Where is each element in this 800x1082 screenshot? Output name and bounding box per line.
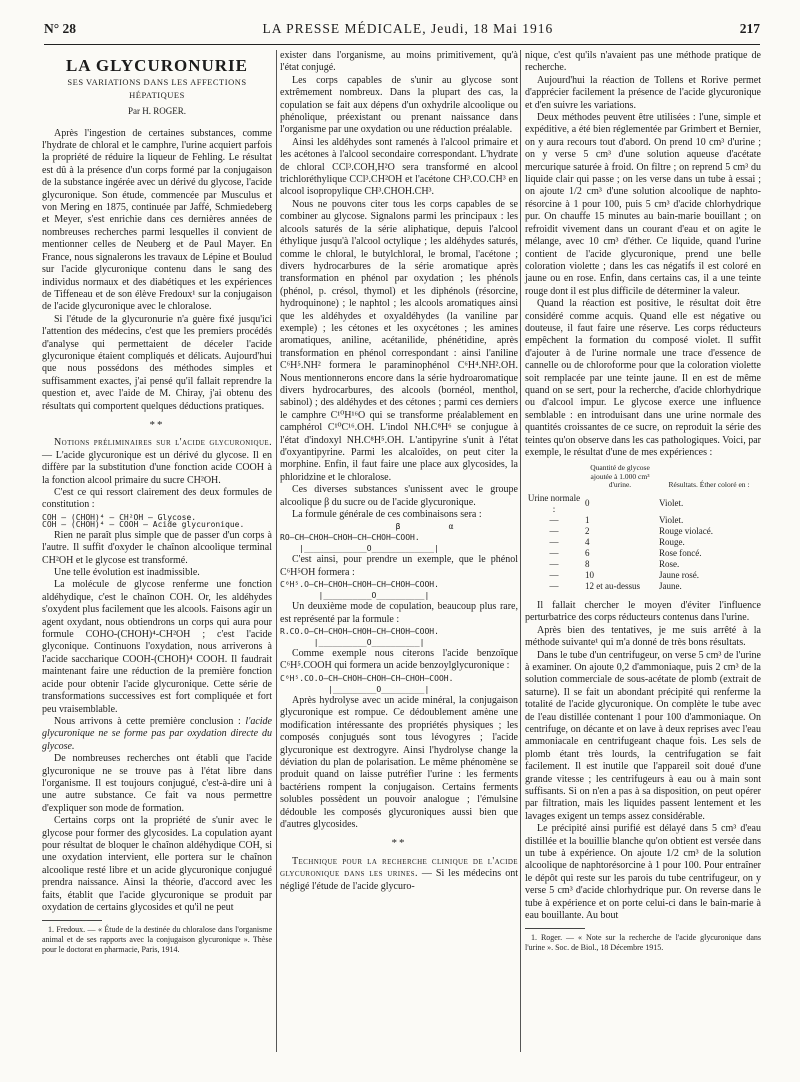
table-header-results: Résultats. Éther coloré en : xyxy=(668,480,750,490)
footnote: 1. Roger. — « Note sur la recherche de l'acide glycuronique dans l'urine ». Soc. de Biol., 18 Décembre 1915. xyxy=(525,933,761,953)
row-label: — xyxy=(549,558,559,569)
table-row xyxy=(525,570,761,581)
table-row xyxy=(525,548,761,559)
table-row xyxy=(525,526,761,537)
row-quantity: 6 xyxy=(585,547,590,558)
paragraph: nique, c'est qu'ils n'avaient pas une méthode pratique de recherche. xyxy=(525,50,761,74)
paragraph: Une telle évolution est inadmissible. xyxy=(54,567,200,579)
paragraph: Le précipité ainsi purifié est délayé dans 5 cm³ d'eau distillée et la bouillie blanche qu'on obtient est versée dans un tube à expérience. On ajoute 1/2 cm³ de la solution alcoolique de naphtorésorcine à 1 pour 100. Pour entraîner le dépôt qui reste sur les parois du tube centrifugeur, on y verse 5 cm³ d'acide chlorhydrique pur. On reverse dans le tube à expérience et on porte celui-ci dans le bain-marie à eau bouillante. Au bout xyxy=(525,823,761,922)
row-result: Jaune. xyxy=(659,580,682,591)
row-label: — xyxy=(549,547,559,558)
row-quantity: 1 xyxy=(585,514,590,525)
paragraph: Si l'étude de la glycuronurie n'a guère fixé jusqu'ici l'attention des médecins, c'est que les premiers procédés d'analyse qui permettaient de déceler l'acide glycuronique étaient compliqués et délicats. Aujourd'hui que nous possédons des méthodes simples et suffisamment exactes, j'ai pensé qu'il fallait reprendre la question et, avec l'aide de M. Chiray, j'ai obtenu des résultats qui comportent quelques déductions pratiques. xyxy=(42,313,272,412)
table-row xyxy=(525,493,761,515)
row-quantity: 8 xyxy=(585,558,590,569)
row-quantity: 4 xyxy=(585,536,590,547)
section-heading: Technique pour la recherche clinique de l'acide glycuronique dans les urines. xyxy=(280,855,518,880)
row-result: Violet. xyxy=(659,498,684,509)
table-row xyxy=(525,581,761,592)
paragraph: C'est ainsi, pour prendre un exemple, que le phénol C⁶H⁵OH formera : xyxy=(280,554,518,578)
row-label: Urine normale : xyxy=(527,492,581,514)
header-rule xyxy=(44,44,760,45)
paragraph: De nombreuses recherches ont établi que l'acide glycuronique ne se trouve pas à l'état libre dans l'organisme. Il est toujours conjugué, c'est-à-dire uni à une autre substance. Ce fait va nous permettre d'expliquer son mode de formation. xyxy=(42,753,272,814)
footnote: 1. Fredoux. — « Étude de la destinée du chloralose dans l'organisme animal et de ses rapports avec la conjugaison glycuronique ». Thèse pour le doctorat en pharmacie, Paris, 1914. xyxy=(42,925,272,955)
paragraph: Technique pour la recherche clinique de l'acide glycuronique dans les urines. — Si les médecins ont négligé l'étude de l'acide glycuro- xyxy=(280,855,518,892)
paragraph: Dans le tube d'un centrifugeur, on verse 5 cm³ de l'urine à examiner. On ajoute 0,2 d'ammoniaque, puis 2 cm³ de la solution commerciale de sous-acétate de plomb (extrait de saturne). Il se fait un abondant précipité qui renferme la totalité de l'acide glycuronique. On complète le tube avec de l'eau distillée contenant 1 pour 100 d'ammoniaque. On centrifuge, on décante et on lave à deux reprises avec l'eau ammoniacale en centrifugeant chaque fois. Les sels de plomb étant très lourds, la centrifugation se fait facilement. Il est inutile que l'appareil soit doué d'une grande vitesse ; les centrifugeurs à eau ou à main sont suffisants. Si on n'en a pas à sa disposition, on peut opérer par filtration, mais les liquides passent lentement et les lavages exigent un temps assez considérable. xyxy=(525,649,761,822)
row-label: — xyxy=(549,569,559,580)
page-header xyxy=(44,18,760,40)
row-result: Rouge violacé. xyxy=(659,525,713,536)
paragraph: C'est ce qui ressort clairement des deux formules de constitution : xyxy=(42,487,272,511)
section-separator: ** xyxy=(391,837,407,850)
column-divider xyxy=(276,50,277,1052)
article-title: LA GLYCURONURIE xyxy=(65,56,249,75)
row-result: Violet. xyxy=(659,514,684,525)
formula-acide: COH — (CHOH)⁴ — COOH — Acide glycuronique. xyxy=(42,519,245,529)
paragraph: exister dans l'organisme, au moins primitivement, qu'à l'état conjugé. xyxy=(280,50,518,74)
paragraph: Ces diverses substances s'unissent avec le groupe alcoolique β du sucre ou de l'acide glycuronique. xyxy=(280,484,518,508)
journal-title: LA PRESSE MÉDICALE, Jeudi, 18 Mai 1916 xyxy=(262,21,554,36)
paragraph: Notions préliminaires sur l'acide glycuronique. — L'acide glycuronique est un dérivé du glycose. Il en diffère par la substitution d'une fonction acide COOH à la fonction alcool primaire du sucre CH²OH. xyxy=(42,437,272,486)
formula-benzoyl: C⁶H⁵.CO.O—CH—CHOH—CHOH—CH—CHOH—COOH. |_________O_________| xyxy=(280,673,454,694)
formula-glycose: COH — (CHOH)⁴ — CH²OH — Glycose. xyxy=(42,512,197,522)
column-divider xyxy=(520,50,521,1052)
paragraph: Deux méthodes peuvent être utilisées : l'une, simple et expéditive, a été bien réglementée par Grimbert et Bernier, on y aura recours tout d'abord. On prend 10 cm³ d'urine ; on y verse 5 cm³ d'une solution aqueuse d'acétate mercurique saturée à froid. On filtre ; on reprend 5 cm³ du liquide clair qui passe ; on les verse dans un tube à essai ; on ajoute 1/2 cm³ d'une solution alcoolique de naphto-résorcine à 1 pour 100, puis 5 cm³ d'acide chlorhydrique pur. On chauffe 15 minutes au bain-marie bouillant ; on refroidit vivement dans un courant d'eau et on agite le mélange, avec 10 cm³ d'éther. Ce liquide, quand l'urine contient de l'acide glycuronique, prend une belle coloration violette ; dans les cas négatifs il est coloré en jaune ou en rose. Enfin, dans certains cas, il a une teinte rouge dont il est plus difficile de déterminer la valeur. xyxy=(525,112,761,297)
article-author: Par H. ROGER. xyxy=(128,106,186,117)
table-row xyxy=(525,559,761,570)
row-label: — xyxy=(549,514,559,525)
row-label: — xyxy=(549,525,559,536)
row-quantity: 12 et au-dessus xyxy=(585,580,640,591)
section-heading: Notions préliminaires sur l'acide glycuronique. xyxy=(54,437,272,449)
row-result: Jaune rosé. xyxy=(659,569,699,580)
paragraph: Après hydrolyse avec un acide minéral, la conjugaison glycuronique est rompue. Ce dédoublement amène une modification intéressante des propriétés physiques ; les composés conjugués sont tous lévogyres ; l'acide glycuronique est dextrogyre. Ainsi l'hydrolyse change la déviation du plan de polarisation. Le même phénomène se produit quand on laisse putréfier l'urine : les ferments bactériens rompent la conjugaison. Certains ferments solubles possèdent un pouvoir analogue ; l'émulsine dédouble les composés glycuroniques aussi bien que d'autres glycosides. xyxy=(280,694,518,830)
row-result: Rose. xyxy=(659,558,680,569)
section-separator: ** xyxy=(149,418,165,431)
row-label: — xyxy=(549,580,559,591)
footnote-rule xyxy=(42,920,102,921)
paragraph: La formule générale de ces combinaisons sera : xyxy=(292,509,482,521)
paragraph: Il fallait chercher le moyen d'éviter l'influence perturbatrice des corps réducteurs contenus dans l'urine. xyxy=(525,599,761,624)
column-3 xyxy=(525,50,761,953)
column-1 xyxy=(42,50,272,955)
row-quantity: 10 xyxy=(585,569,594,580)
conclusion-italic: l'acide glycuronique ne se forme pas par oxydation directe du glycose. xyxy=(42,715,272,752)
results-table xyxy=(525,463,761,592)
table-row xyxy=(525,515,761,526)
row-quantity: 2 xyxy=(585,525,590,536)
row-label: — xyxy=(549,536,559,547)
paragraph: Après l'ingestion de certaines substances, comme l'hydrate de chloral et le camphre, l'urine acquiert parfois la propriété de réduire la liqueur de Fehling. Le résultat est dû à la présence d'un corps formé par la conjugaison de la substance ingérée avec un dérivé du glycose, l'acide glycuronique. Son étude, commencée par Musculus et von Mering en 1875, continuée par Jaffé, Schmiedeberg et Meyer, s'est enrichie dans ces dernières années de nombreuses recherches parmi lesquelles il convient de mentionner celles de Neuberg et de Paul Mayer. En France, nous signalerons les travaux de Lépine et Boulud sur l'acide glycuronique contenu dans le sang des individus normaux et des diabétiques et les expériences de Tiffeneau et de son élève Fredoux¹ sur la conjugaison de l'acide glycuronique avec le chloralose. xyxy=(42,127,272,313)
table-row xyxy=(525,537,761,548)
footnote-rule xyxy=(525,928,585,929)
page-number: 217 xyxy=(739,21,760,36)
paragraph: Après bien des tentatives, je me suis arrêté à la méthode suivante¹ qui m'a donné de très bons résultats. xyxy=(525,624,761,649)
article-subtitle: SES VARIATIONS DANS LES AFFECTIONS HÉPATIQUES xyxy=(67,77,247,100)
paragraph: Quand la réaction est positive, le résultat doit être considéré comme acquis. Quand elle est négative ou douteuse, il faut faire une réserve. Les corps réducteurs empêchent la formation du composé violet. Il suffit d'ajouter à de l'urine normale une trace d'essence de cannelle ou de chloroforme pour que la coloration violette soit remplacée par une teinte jaune. Il en est de même quand on se sert, pour la recherche, d'acide chlorhydrique ou d'alcool impur. Le glycose exerce une influence semblable : en introduisant dans une urine normale des quantités croissantes de ce sucre, on reproduit la série des teintes qu'on observe dans les cas pathologiques. Voici, par exemple, le résultat d'une de mes expériences : xyxy=(525,298,761,458)
paragraph: Nous ne pouvons citer tous les corps capables de se combiner au glycose. Signalons parmi les principaux : les alcools saturés de la série aliphatique, depuis l'alcool éthylique jusqu'à l'alcool octylique ; les aldéhydes saturés, comme le chloral, le butylchloral, le bromal, l'acétone ; divers hydrocarbures de la série aromatique après transformation en phénol par oxydation ; les phénols (phénol, p. crésol, thymol) et les diphénols (résorcine, hydroquinone) ; le naphtol ; les alcools aromatiques ainsi que les aldéhydes et oxyaldéhydes (la vaniline par exemple) ; les cétones et les oxycétones ; les amines aromatiques, aniline, acétanilide, phénétidine, après transformation en phénol correspondant : ainsi l'aniline C⁶H⁵.NH² formera le paraminophénol C⁶H⁴.NH².OH. Nous mentionnerons encore dans la série hydroaromatique divers hydrocarbures, des alcools (bornéol, menthol, sabinol) ; des aldéhydes et des cétones ; parmi ces derniers le camphre C¹⁰H¹⁶O qui se transforme préalablement en camphérol C¹⁰C¹⁶.OH. L'indol NH.C⁸H⁶ se conjugue à l'état d'indoxyl NH.C⁸H⁵.OH. L'antipyrine s'unit à l'état d'oxyantipyrine. Parmi les alcaloïdes, on peut citer la morphine. Enfin, il faut faire une place aux glycosides, la phloridzine et le chloralose. xyxy=(280,198,518,483)
row-result: Rouge. xyxy=(659,536,685,547)
row-quantity: 0 xyxy=(585,498,590,509)
formula-general: β α RO—CH—CHOH—CHOH—CH—CHOH—COOH. |_____________O_____________| xyxy=(280,522,454,554)
paragraph: Rien ne paraît plus simple que de passer d'un corps à l'autre. Il suffit d'oxyder le chaînon alcoolique terminal CH²OH et le glycose est transformé. xyxy=(42,529,272,566)
paragraph: Aujourd'hui la réaction de Tollens et Rorive permet d'apprécier facilement la présence de l'acide glycuronique et d'en suivre les variations. xyxy=(525,74,761,111)
formula-phenol: C⁶H⁵.O—CH—CHOH—CHOH—CH—CHOH—COOH. |__________O__________| xyxy=(280,580,439,601)
formula-second-mode: R.CO.O—CH—CHOH—CHOH—CH—CHOH—COOH. |__________O__________| xyxy=(280,627,439,648)
paragraph: Les corps capables de s'unir au glycose sont extrêmement nombreux. Dans la plupart des cas, la copulation se fait aux dépens d'un oxhydrile alcoolique ou phénolique, préexistant ou prenant naissance dans l'organisme par une oxydation ou une réduction préalable. xyxy=(280,74,518,136)
paragraph: Comme exemple nous citerons l'acide benzoïque C⁶H⁵.COOH qui formera un acide benzoylglycuronique : xyxy=(280,648,518,672)
paragraph: Certains corps ont la propriété de s'unir avec le glycose pour former des glycosides. La copulation ayant pour résultat de bloquer le chaînon aldéhydique COH, si une oxydation intervient, elle portera sur le chaînon alcoolique resté libre et un acide glycuronique conjugué prendra naissance. Ainsi la théorie, d'accord avec les faits, établit que l'acide glycuronique se produit par oxydation de certains glycosides et qu'il ne peut xyxy=(42,815,272,913)
paragraph: Nous arrivons à cette première conclusion : l'acide glycuronique ne se forme pas par oxydation directe du glycose. xyxy=(42,715,272,752)
column-2 xyxy=(280,50,518,893)
paragraph: Un deuxième mode de copulation, beaucoup plus rare, est représenté par la formule : xyxy=(280,601,518,625)
table-header-quantity: Quantité de glycose ajoutée à 1.000 cm³ d'urine. xyxy=(590,463,650,490)
issue-number: N° 28 xyxy=(44,21,77,36)
paragraph: La molécule de glycose renferme une fonction aldéhydique, c'est le chaînon COH. Or, les aldéhydes s'oxydent plus facilement que les alcools. Faisons agir un agent oxydant, nous obtiendrons un corps qui aura pour formule COHO-(CHOH)⁴-CH²OH ; c'est l'acide glyconique. Continuons l'oxydation, nous arriverons à l'acide saccharique COOH-(CHOH)⁴ COOH. Il faudrait maintenant faire une réduction de la première fonction acide pour obtenir l'acide glycuronique. Cette série de transformations successives est fort compliquée et fort peu vraisemblable. xyxy=(42,579,272,715)
paragraph: Ainsi les aldéhydes sont ramenés à l'alcool primaire et les acétones à l'alcool secondaire correspondant. L'hydrate de chloral CCl³.COH,H²O sera transformé en alcool trichloréthylique CCl³.CH²OH et l'acétone CH³.CO.CH³ en alcool isopropylique CH³.CHOH.CH³. xyxy=(280,136,518,198)
row-result: Rose foncé. xyxy=(659,547,702,558)
